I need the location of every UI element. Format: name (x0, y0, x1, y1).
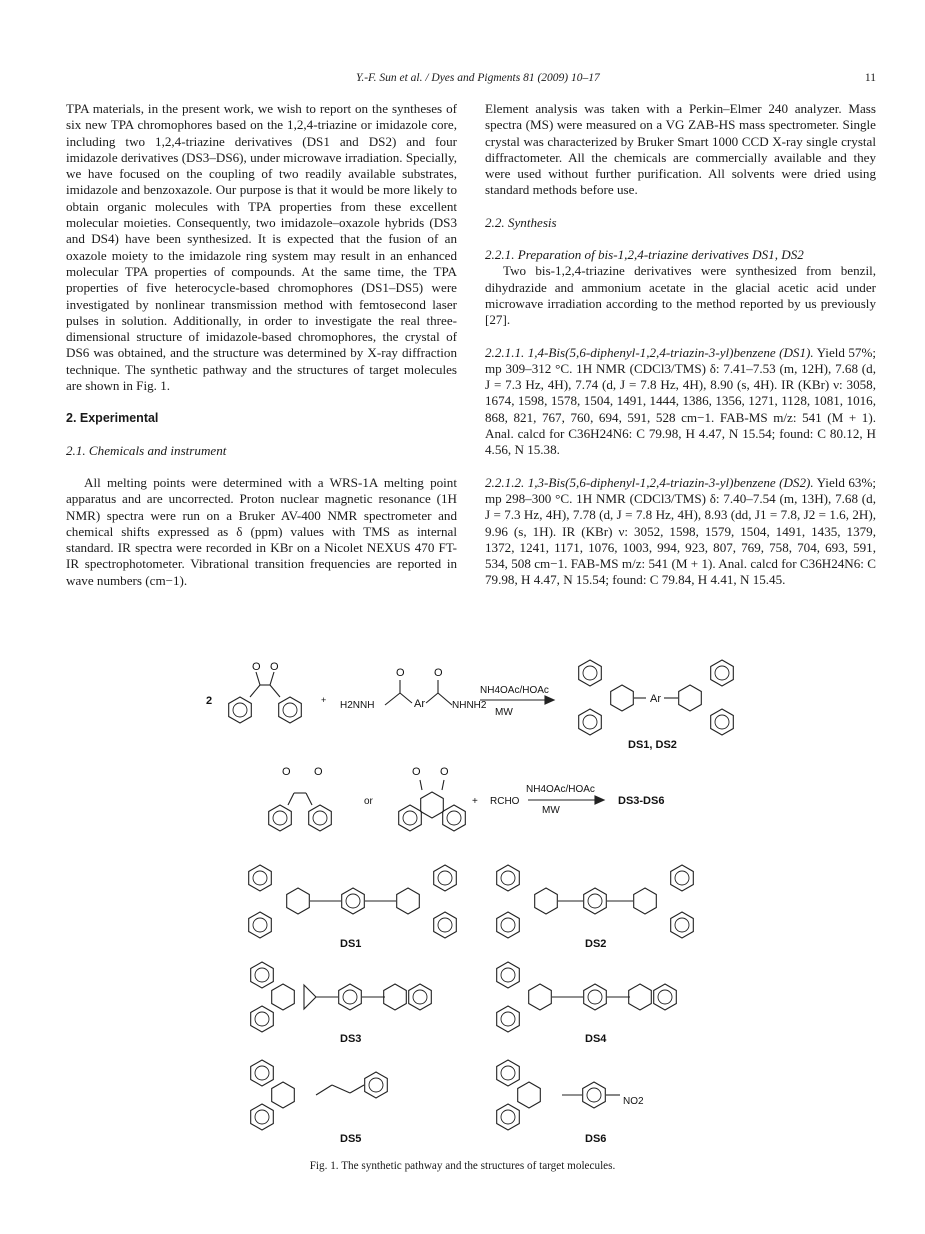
ds1-entry (485, 345, 876, 459)
ds2-heading: 2.2.1.2. 1,3-Bis(5,6-diphenyl-1,2,4-triazin-3-yl)benzene (DS2). (485, 474, 814, 490)
ds1-data: Yield 57%; mp 309–312 °C. 1H NMR (CDCl3/TMS) δ: 7.41–7.53 (m, 12H), 7.68 (d, J = 7.3 Hz, 4H), 7.74 (d, J = 7.8 Hz, 4H), 8.90 (s, 4H). IR (KBr) ν: 3058, 1674, 1598, 1578, 1504, 1491, 1444, 1386, 1356, 1271, 1128, 1081, 1016, 868, 821, 767, 760, 694, 591, 528 cm−1. FAB-MS m/z: 541 (M + 1). Anal. calcd for C36H24N6: C 79.98, H 4.47, N 15.54; found: C 80.12, H 4.56, N 15.38. (485, 344, 876, 458)
label-plus: + (321, 695, 327, 705)
label-o: O (396, 667, 405, 679)
label-nhnh2: NHNH2 (452, 700, 487, 711)
section-heading-experimental: 2. Experimental (66, 411, 159, 426)
journal-citation: Y.-F. Sun et al. / Dyes and Pigments 81 (2009) 10–17 (356, 72, 600, 84)
figure-caption: Fig. 1. The synthetic pathway and the structures of target molecules. (309, 1160, 616, 1172)
page-header (66, 72, 876, 88)
label-h2nnh: H2NNH (340, 700, 375, 711)
label-coef-2: 2 (206, 695, 213, 707)
label-o: O (282, 766, 291, 778)
label-o: O (252, 661, 261, 673)
instrument-paragraph-cont: Element analysis was taken with a Perkin–Elmer 240 analyzer. Mass spectra (MS) were measured on a VG ZAB-HS mass spectrometer. Single crystal was characterized by Bruker Smart 1000 CCD X-ray single crystal diffractometer. All the chemicals are commercially available and they were used without further purification. All solvents were dried using standard methods before use. (485, 101, 876, 198)
label-reagent: NH4OAc/HOAc (526, 784, 595, 795)
subsubsection-heading-triazine: 2.2.1. Preparation of bis-1,2,4-triazine derivatives DS1, DS2 (485, 247, 804, 263)
label-o: O (434, 667, 443, 679)
label-o: O (440, 766, 449, 778)
subsection-heading-chemicals: 2.1. Chemicals and instrument (66, 442, 227, 458)
label-o: O (412, 766, 421, 778)
label-rcho: RCHO (490, 796, 520, 807)
label-ar: Ar (650, 693, 661, 705)
label-o: O (314, 766, 323, 778)
label-mw: MW (495, 707, 513, 718)
label-no2: NO2 (623, 1096, 644, 1107)
label-mw: MW (542, 805, 560, 816)
label-ds3: DS3 (340, 1033, 362, 1045)
ds1-heading: 2.2.1.1. 1,4-Bis(5,6-diphenyl-1,2,4-triazin-3-yl)benzene (DS1). (485, 344, 814, 360)
ds2-data: Yield 63%; mp 298–300 °C. 1H NMR (CDCl3/TMS) δ: 7.40–7.54 (m, 13H), 7.68 (d, J = 7.3 Hz, 4H), 7.78 (d, J = 7.8 Hz, 4H), 8.93 (dd, J1 = 7.8, J2 = 1.6, 2H), 9.96 (s, 1H). IR (KBr) ν: 3052, 1598, 1579, 1504, 1491, 1435, 1379, 1372, 1241, 1171, 1076, 1003, 994, 923, 807, 769, 758, 704, 693, 591, 534, 508 cm−1. FAB-MS m/z: 541 (M + 1). Anal. calcd for C36H24N6: C 79.98, H 4.47, N 15.54; found: C 79.84, H 4.41, N 15.45. (485, 474, 876, 588)
label-product-ds1-ds2: DS1, DS2 (628, 739, 677, 751)
right-column (485, 101, 876, 589)
label-ds6: DS6 (585, 1133, 607, 1145)
intro-paragraph: TPA materials, in the present work, we wish to report on the syntheses of six new TPA chromophores based on the 1,2,4-triazine or imidazole core, including two 1,2,4-triazine derivatives (DS1 and DS2) and four imidazole derivatives (DS3–DS6), under microwave irradiation. Specially, we have focused on the coupling of two readily available substrates, imidazole and benzoxazole. Our purpose is that it would be more likely to obtain organic molecules with TPA properties from these excellent molecular moieties. Consequently, two imidazole–oxazole hybrids (DS3 and DS4) have been synthesized. It is expected that the fusion of an oxazole moiety to the imidazole ring system may result in an enhanced molecular TPA properties of compounds. At the same time, the TPA properties of five heterocycle-based chromophores (DS1–DS5) were investigated by nonlinear transmission method with femtosecond laser pulses in solution. Additionally, in order to investigate the real three-dimensional structure of imidazole-based chromophores, the crystal of DS6 was obtained, and the structure was determined by X-ray diffraction technique. The synthetic pathway and the structures of target molecules are shown in Fig. 1. (66, 101, 457, 394)
label-product-ds3-ds6: DS3-DS6 (618, 795, 665, 807)
label-reagent: NH4OAc/HOAc (480, 685, 549, 696)
figure-1 (190, 645, 735, 1155)
label-ds1: DS1 (340, 938, 362, 950)
label-ds2: DS2 (585, 938, 607, 950)
subsection-heading-synthesis: 2.2. Synthesis (485, 214, 557, 230)
ds2-entry (485, 475, 876, 589)
label-ds4: DS4 (585, 1033, 607, 1045)
label-ar: Ar (414, 698, 425, 710)
instrument-paragraph: All melting points were determined with a WRS-1A melting point apparatus and are uncorrected. Proton nuclear magnetic resonance (1H NMR) spectra were run on a Bruker AV-400 NMR spectrometer and chemical shifts expressed as δ (ppm) values with TMS as internal standard. IR spectra were recorded in KBr on a Nicolet NEXUS 470 FT-IR spectrophotometer. Vibrational transition frequencies are reported in wave numbers (cm−1). (66, 474, 457, 588)
label-ds5: DS5 (340, 1133, 362, 1145)
page-number: 11 (864, 72, 876, 84)
triazine-prep-paragraph: Two bis-1,2,4-triazine derivatives were synthesized from benzil, dihydrazide and ammonium acetate in the glacial acetic acid under microwave irradiation according to the method reported by us previously [27]. (485, 263, 876, 328)
label-o: O (270, 661, 279, 673)
label-plus: + (472, 796, 478, 807)
label-or: or (364, 796, 373, 807)
left-column (66, 101, 457, 589)
synthesis-scheme (190, 645, 735, 1155)
